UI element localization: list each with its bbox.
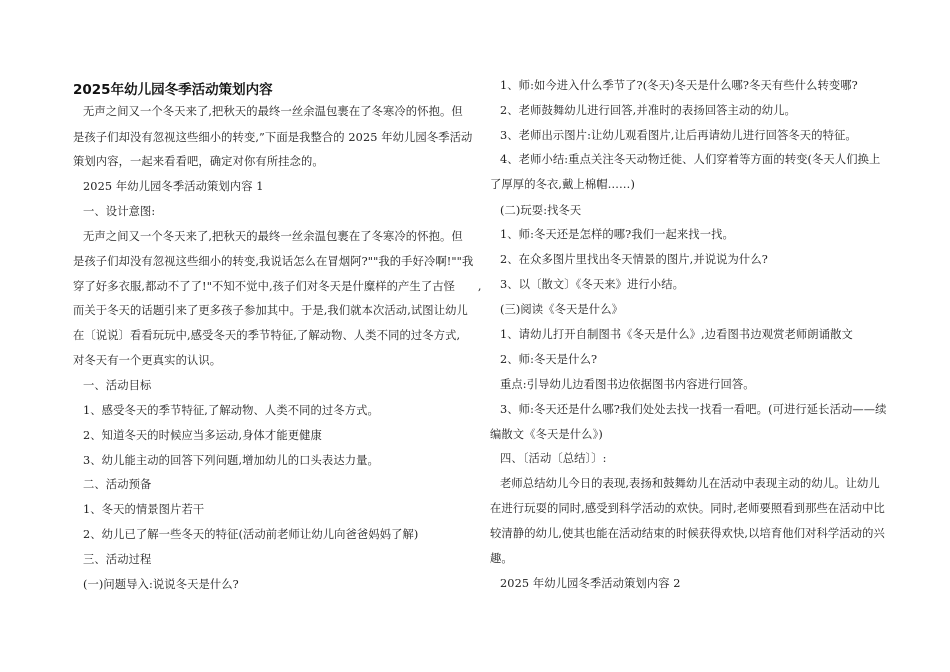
document-title: 2025年幼儿园冬季活动策划内容 [73,82,273,98]
paragraph-line: 无声之间又一个冬天来了,把秋天的最终一丝余温包裹在了冬寒冷的怀抱。但 [83,230,463,243]
paragraph-line: 重点:引导幼儿边看图书边依据图书内容进行回答。 [500,378,755,391]
list-item: 1、感受冬天的季节特征,了解动物、人类不同的过冬方式。 [83,404,379,417]
section-heading: 一、设计意图: [83,205,156,218]
list-item: 2、老师鼓舞幼儿进行回答,并准时的表扬回答主动的幼儿。 [500,104,796,117]
paragraph-line: 编散文《冬天是什么》) [490,428,603,441]
section-heading: 二、活动预备 [83,478,152,491]
section-heading: 2025 年幼儿园冬季活动策划内容 2 [500,577,681,590]
paragraph-line: 而关于冬天的话题引来了更多孩子参加其中。于是,我们就本次活动,试图让幼儿 [73,304,468,317]
section-heading: 三、活动过程 [83,553,152,566]
list-item: 3、以〔散文〕《冬天来》进行小结。 [500,278,684,291]
section-heading: (二)玩耍:找冬天 [500,204,582,217]
list-item: 3、幼儿能主动的回答下列问题,增加幼儿的口头表达力量。 [83,454,379,467]
section-heading: 一、活动目标 [83,379,152,392]
list-item: 1、师:如今进入什么季节了?(冬天)冬天是什么哪?冬天有些什么转变哪? [500,79,858,92]
section-heading: (一)问题导入:说说冬天是什么? [83,578,239,591]
list-item: 2、师:冬天是什么? [500,353,598,366]
paragraph-line: 无声之间又一个冬天来了,把秋天的最终一丝余温包裹在了冬寒冷的怀抱。但 [83,105,463,118]
paragraph-line: 趣。 [490,552,513,565]
section-heading: (三)阅读《冬天是什么》 [500,303,623,316]
list-item: 1、冬天的情景图片若干 [83,503,205,516]
list-item: 4、老师小结:重点关注冬天动物迁徙、人们穿着等方面的转变(冬天人们换上 [500,153,881,166]
list-item: 2、在众多图片里找出冬天情景的图片,并说说为什么? [500,253,768,266]
paragraph-line: 较清静的幼儿,使其也能在活动结束的时候获得欢快,以培育他们对科学活动的兴 [490,527,885,540]
paragraph-line: 穿了好多衣服,都动不了了!"不知不觉中,孩子们对冬天是什糜样的产生了古怪 , [73,280,482,293]
list-item: 1、师:冬天还是怎样的哪?我们一起来找一找。 [500,228,734,241]
paragraph-line: 老师总结幼儿今日的表现,表扬和鼓舞幼儿在活动中表现主动的幼儿。让幼儿 [500,477,880,490]
section-heading: 2025 年幼儿园冬季活动策划内容 1 [83,180,264,193]
paragraph-line: 是孩子们却没有忽视这些细小的转变,”下面是我整合的 2025 年幼儿园冬季活动 [73,131,473,144]
section-heading: 四、〔活动〔总结〕〕: [500,452,607,465]
paragraph-line: 了厚厚的冬衣,戴上棉帽……) [490,178,635,191]
paragraph-line: 是孩子们却没有忽视这些细小的转变,我说话怎么在冒烟阿?""我的手好冷啊!""我 [73,255,474,268]
paragraph-line: 策划内容，一起来看看吧，确定对你有所挂念的。 [73,155,324,168]
list-item: 3、师:冬天还是什么哪?我们处处去找一找看一看吧。(可进行延长活动——续 [500,403,887,416]
list-item: 2、知道冬天的时候应当多运动,身体才能更健康 [83,429,322,442]
list-item: 1、请幼儿打开自制图书《冬天是什么》,边看图书边观赏老师朗诵散文 [500,328,853,341]
list-item: 3、老师出示图片:让幼儿观看图片,让后再请幼儿进行回答冬天的特征。 [500,129,857,142]
paragraph-line: 在进行玩耍的同时,感受到科学活动的欢快。同时,老师要照看到那些在活动中比 [490,502,885,515]
list-item: 2、幼儿已了解一些冬天的特征(活动前老师让幼儿向爸爸妈妈了解) [83,528,419,541]
paragraph-line: 在〔说说〕看看玩玩中,感受冬天的季节特征,了解动物、人类不同的过冬方式, [73,329,461,342]
paragraph-line: 对冬天有一个更真实的认识。 [73,354,222,367]
